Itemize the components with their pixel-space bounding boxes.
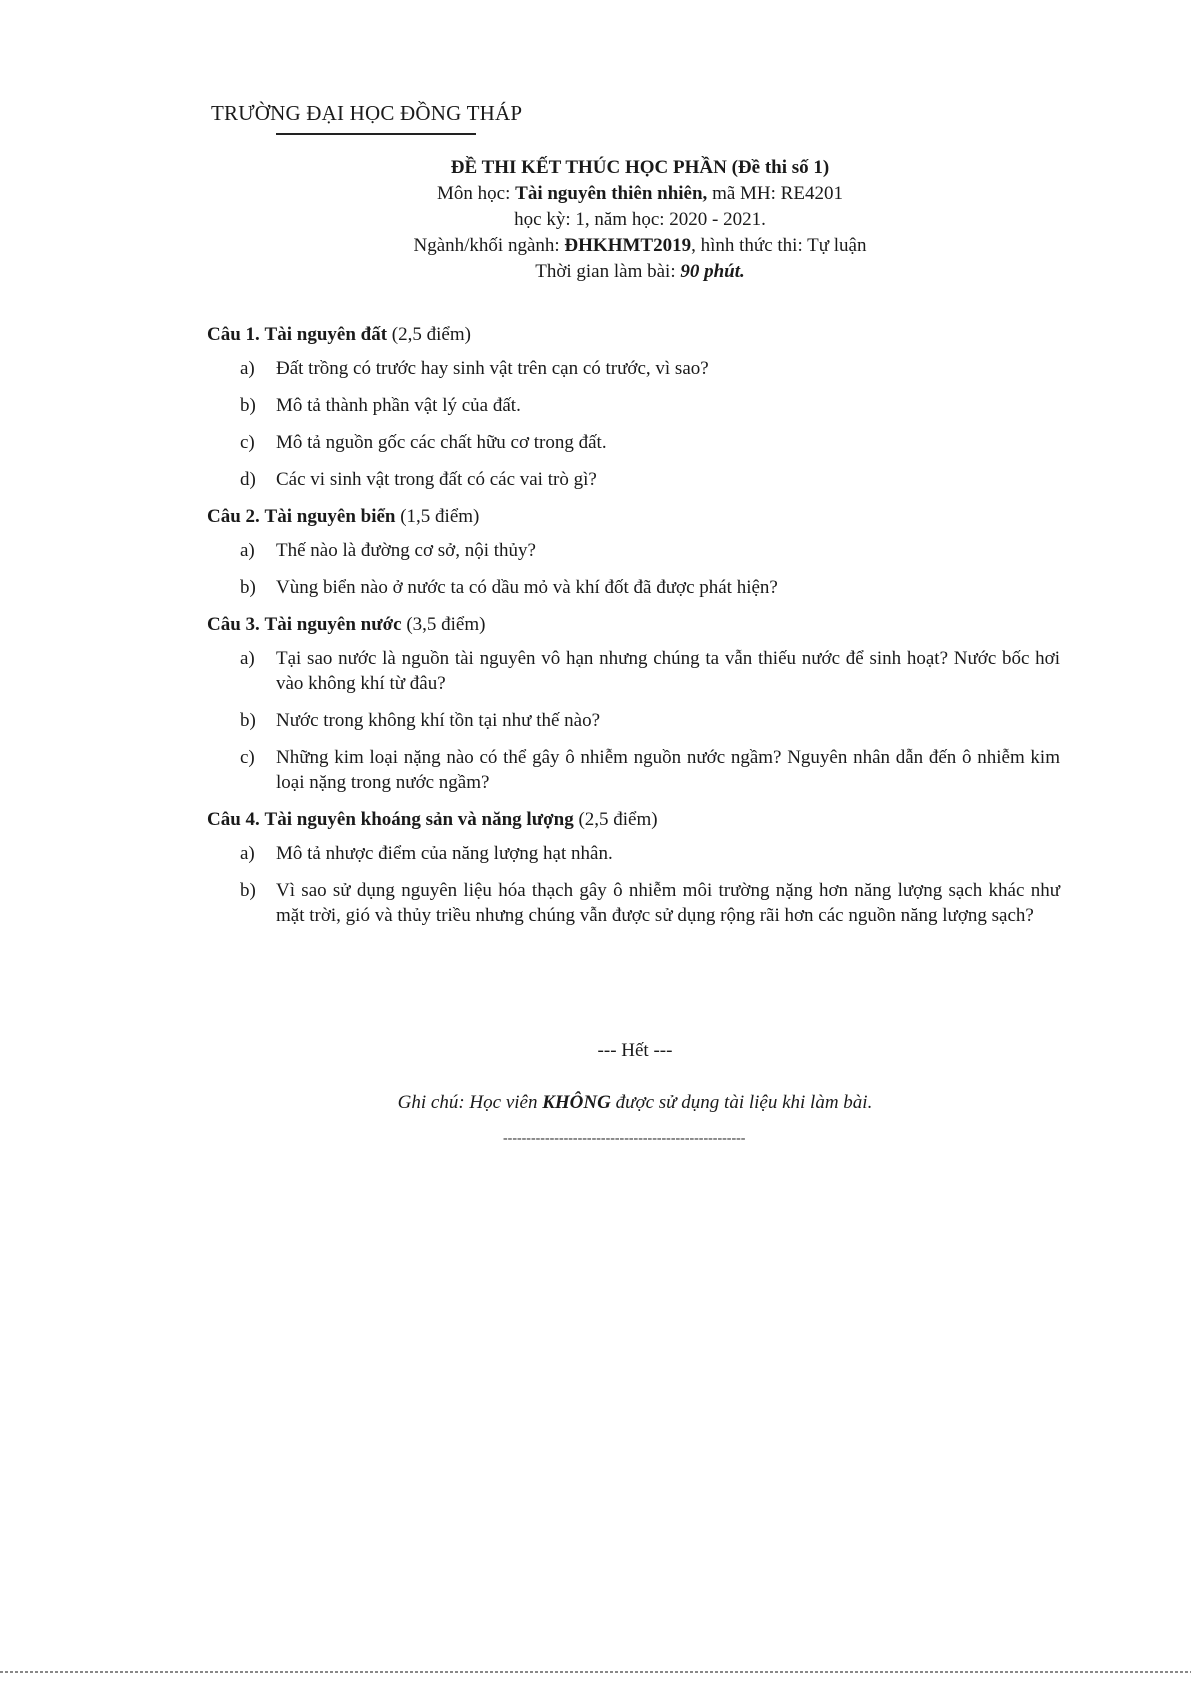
- item-label: b): [240, 577, 256, 598]
- question-topic: Tài nguyên đất: [264, 324, 388, 345]
- item-text: Vùng biển nào ở nước ta có dầu mỏ và khí đốt đã được phát hiện?: [276, 577, 778, 598]
- item-label: a): [240, 648, 255, 669]
- school-name: TRƯỜNG ĐẠI HỌC ĐỒNG THÁP: [211, 101, 523, 125]
- item-label: b): [240, 395, 256, 416]
- exam-form: , hình thức thi: Tự luận: [691, 235, 867, 256]
- question-points: (3,5 điểm): [406, 614, 486, 635]
- note-prefix: Ghi chú: Học viên: [397, 1092, 543, 1113]
- item-text: Vì sao sử dụng nguyên liệu hóa thạch gây ô nhiễm môi trường nặng hơn năng lượng sạch khác như mặt trời, gió và thủy triều nhưng chúng vẫn được sử dụng rộng rãi hơn các nguồn năng lượng sạch?: [276, 880, 1060, 926]
- question-number: Câu 2.: [207, 506, 260, 527]
- item-label: d): [240, 469, 256, 490]
- school-name-underline: [276, 133, 476, 135]
- item-text: Nước trong không khí tồn tại như thế nào?: [276, 710, 601, 731]
- question-items: [205, 356, 1060, 492]
- item-label: a): [240, 843, 255, 864]
- question-number: Câu 1.: [207, 324, 260, 345]
- time-line: [290, 259, 990, 285]
- question-item: [205, 393, 1060, 418]
- subject-name: Tài nguyên thiên nhiên,: [515, 183, 708, 204]
- item-label: a): [240, 540, 255, 561]
- question-points: (2,5 điểm): [578, 809, 658, 830]
- question-item: [205, 878, 1060, 928]
- question-items: [205, 841, 1060, 928]
- item-label: c): [240, 432, 255, 453]
- exam-questions: [205, 322, 1060, 940]
- question-topic: Tài nguyên nước: [264, 614, 402, 635]
- question-topic: Tài nguyên biển: [264, 506, 396, 527]
- exam-title: ĐỀ THI KẾT THÚC HỌC PHẦN (Đề thi số 1): [450, 157, 830, 178]
- item-text: Thế nào là đường cơ sở, nội thủy?: [276, 540, 536, 561]
- item-label: c): [240, 747, 255, 768]
- question-item: [205, 708, 1060, 733]
- note-emphasis: KHÔNG: [542, 1092, 611, 1113]
- question-points: (1,5 điểm): [400, 506, 480, 527]
- question-item: [205, 745, 1060, 795]
- question-item: [205, 646, 1060, 696]
- question-item: [205, 430, 1060, 455]
- subject-code: mã MH: RE4201: [707, 183, 843, 204]
- question-item: [205, 841, 1060, 866]
- item-text: Mô tả nhược điểm của năng lượng hạt nhân.: [276, 843, 613, 864]
- question-topic: Tài nguyên khoáng sản và năng lượng: [264, 809, 574, 830]
- time-label: Thời gian làm bài:: [535, 261, 681, 282]
- question-number: Câu 4.: [207, 809, 260, 830]
- semester-line: học kỳ: 1, năm học: 2020 - 2021.: [514, 209, 766, 230]
- item-label: b): [240, 710, 256, 731]
- end-mark: --- Hết ---: [597, 1040, 673, 1061]
- question-heading: [207, 504, 1060, 529]
- item-label: a): [240, 358, 255, 379]
- question-items: [205, 646, 1060, 795]
- note-dash-line: ----------------------------------------------------: [503, 1131, 746, 1146]
- item-text: Những kim loại nặng nào có thể gây ô nhiễm nguồn nước ngầm? Nguyên nhân dẫn đến ô nhiễm kim loại nặng trong nước ngầm?: [276, 747, 1060, 793]
- question-heading: [207, 807, 1060, 832]
- major-code: ĐHKHMT2019: [564, 235, 692, 256]
- item-text: Đất trồng có trước hay sinh vật trên cạn có trước, vì sao?: [276, 358, 709, 379]
- item-text: Mô tả nguồn gốc các chất hữu cơ trong đất.: [276, 432, 607, 453]
- note-suffix: được sử dụng tài liệu khi làm bài.: [610, 1092, 873, 1113]
- question-heading: [207, 322, 1060, 347]
- time-value: 90 phút.: [680, 261, 745, 282]
- question-item: [205, 575, 1060, 600]
- question-number: Câu 3.: [207, 614, 260, 635]
- subject-line: [290, 181, 990, 207]
- exam-note: [0, 1092, 1191, 1114]
- major-label: Ngành/khối ngành:: [413, 235, 565, 256]
- scan-bottom-edge: [0, 1671, 1191, 1673]
- item-text: Các vi sinh vật trong đất có các vai trò gì?: [276, 469, 597, 490]
- question-heading: [207, 612, 1060, 637]
- subject-label: Môn học:: [437, 183, 516, 204]
- question-item: [205, 356, 1060, 381]
- item-label: b): [240, 880, 256, 901]
- item-text: Mô tả thành phần vật lý của đất.: [276, 395, 521, 416]
- major-line: [290, 233, 990, 259]
- exam-header: [290, 155, 990, 285]
- item-text: Tại sao nước là nguồn tài nguyên vô hạn nhưng chúng ta vẫn thiếu nước để sinh hoạt? Nước bốc hơi vào không khí từ đâu?: [276, 648, 1060, 694]
- question-points: (2,5 điểm): [391, 324, 471, 345]
- question-item: [205, 467, 1060, 492]
- question-item: [205, 538, 1060, 563]
- question-items: [205, 538, 1060, 600]
